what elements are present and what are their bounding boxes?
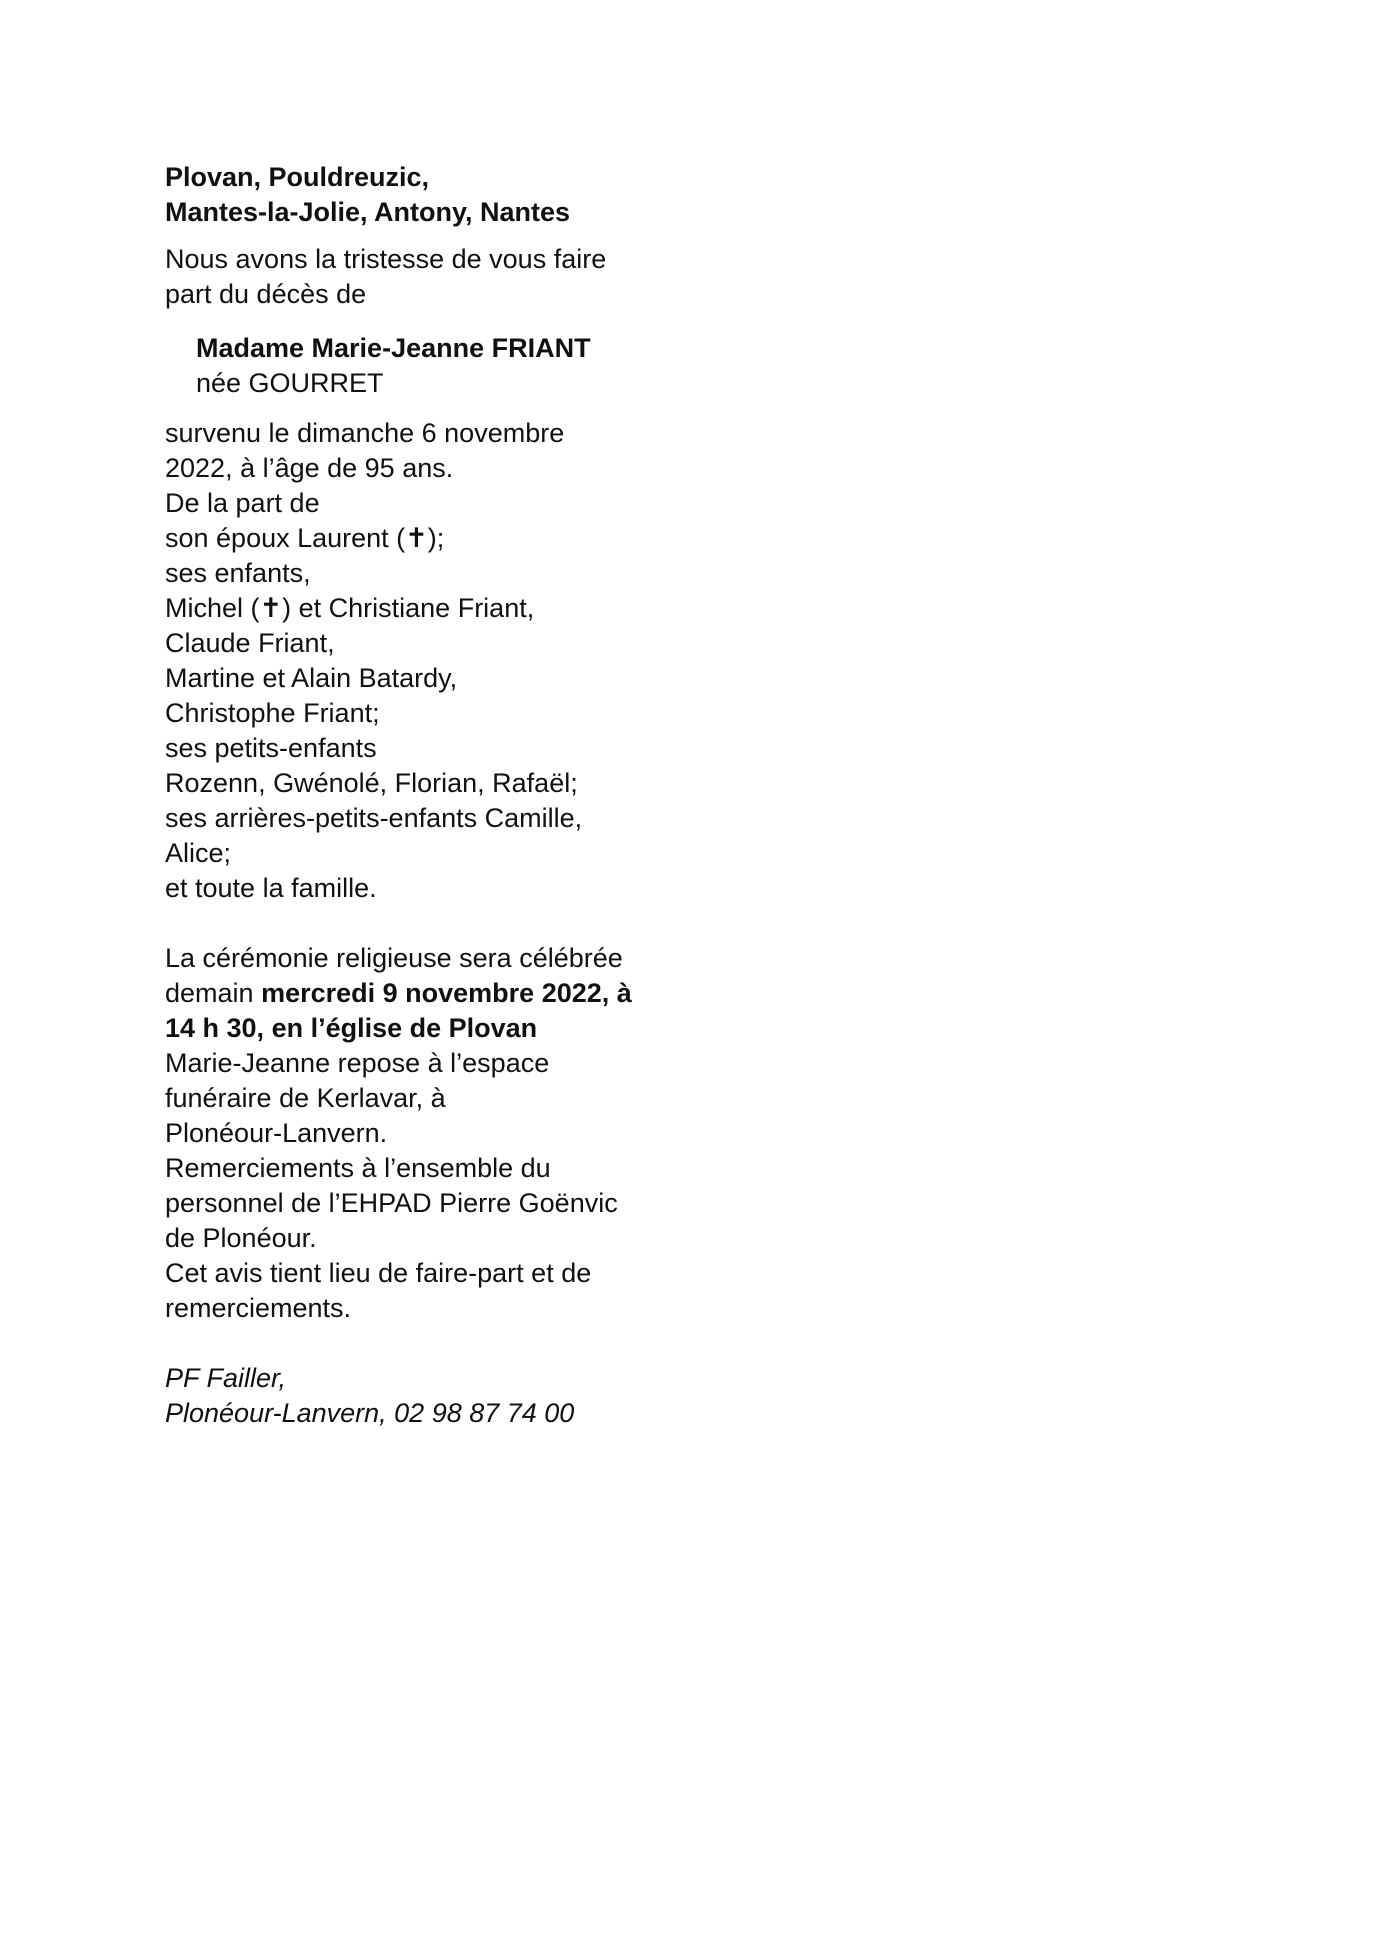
closing-line: remerciements.	[165, 1293, 352, 1323]
death-notice	[165, 160, 725, 1431]
closing-line: de Plonéour.	[165, 1223, 317, 1253]
family-line: Martine et Alain Batardy,	[165, 663, 458, 693]
ceremony-prefix: demain	[165, 978, 262, 1008]
intro-line: Nous avons la tristesse de vous faire	[165, 244, 607, 274]
closing-line: personnel de l’EHPAD Pierre Goënvic	[165, 1188, 618, 1218]
ceremony-line: La cérémonie religieuse sera célébrée	[165, 943, 623, 973]
paragraph-gap	[165, 906, 725, 941]
ceremony-date: mercredi 9 novembre 2022, à	[261, 978, 632, 1008]
family-line: et toute la famille.	[165, 873, 377, 903]
family-line: De la part de	[165, 488, 320, 518]
closing-line: Plonéour-Lanvern.	[165, 1118, 388, 1148]
family-line: Rozenn, Gwénolé, Florian, Rafaël;	[165, 768, 578, 798]
family-line: ses arrières-petits-enfants Camille,	[165, 803, 583, 833]
closing-text	[165, 1046, 725, 1326]
deceased-name: Madame Marie-Jeanne FRIANT	[196, 333, 591, 363]
closing-line: Remerciements à l’ensemble du	[165, 1153, 551, 1183]
family-line: ses petits-enfants	[165, 733, 377, 763]
places-line: Mantes-la-Jolie, Antony, Nantes	[165, 197, 571, 227]
closing-line: Cet avis tient lieu de faire-part et de	[165, 1258, 592, 1288]
signature-line: PF Failler,	[165, 1363, 287, 1393]
closing-line: Marie-Jeanne repose à l’espace	[165, 1048, 550, 1078]
ceremony-line	[165, 976, 725, 1011]
family-line: Claude Friant,	[165, 628, 335, 658]
family-line: Michel (✝) et Christiane Friant,	[165, 593, 535, 623]
family-line: Alice;	[165, 838, 232, 868]
notice-places	[165, 160, 725, 230]
ceremony-info	[165, 941, 725, 1046]
deceased-block	[165, 331, 725, 401]
intro-line: part du décès de	[165, 279, 367, 309]
deceased-maiden-name: née GOURRET	[196, 368, 384, 398]
ceremony-time-place: 14 h 30, en l’église de Plovan	[165, 1013, 538, 1043]
closing-line: funéraire de Kerlavar, à	[165, 1083, 446, 1113]
family-line: 2022, à l’âge de 95 ans.	[165, 453, 454, 483]
family-line: ses enfants,	[165, 558, 311, 588]
paragraph-gap	[165, 1326, 725, 1361]
funeral-home-signature	[165, 1361, 725, 1431]
family-line: son époux Laurent (✝);	[165, 523, 445, 553]
notice-intro	[165, 242, 725, 312]
family-line: Christophe Friant;	[165, 698, 380, 728]
places-line: Plovan, Pouldreuzic,	[165, 162, 430, 192]
family-line: survenu le dimanche 6 novembre	[165, 418, 565, 448]
signature-line: Plonéour-Lanvern, 02 98 87 74 00	[165, 1398, 575, 1428]
family-list	[165, 416, 725, 906]
